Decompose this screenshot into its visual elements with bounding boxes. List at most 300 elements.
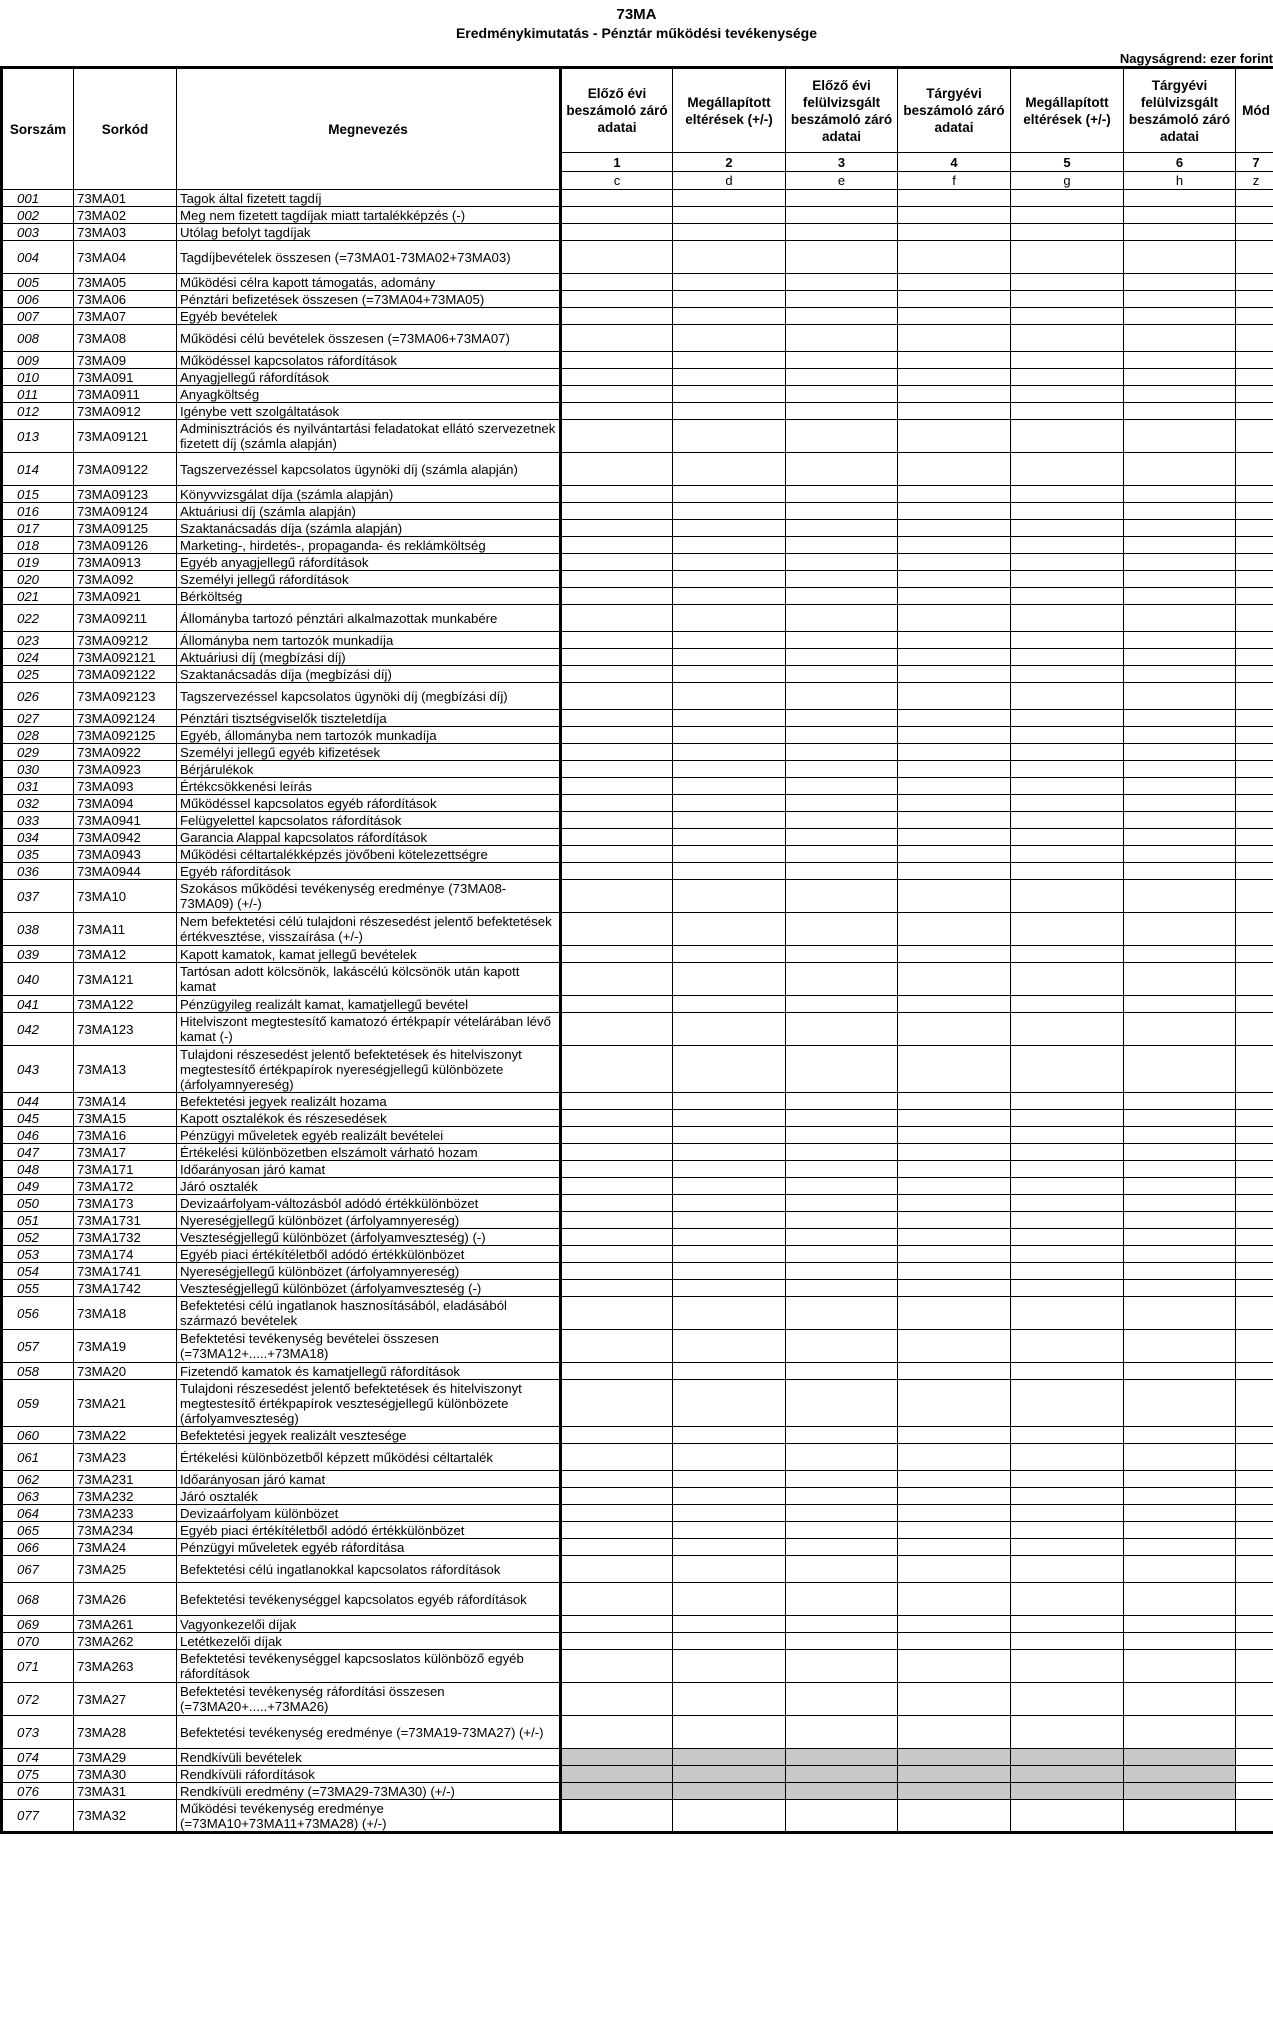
value-cell-6[interactable] [1124, 863, 1236, 880]
mode-cell[interactable] [1236, 1280, 1273, 1297]
value-cell-5[interactable] [1011, 1263, 1124, 1280]
mode-cell[interactable] [1236, 453, 1273, 486]
value-cell-2[interactable] [673, 308, 786, 325]
value-cell-4[interactable] [898, 1195, 1011, 1212]
value-cell-4[interactable] [898, 1297, 1011, 1330]
value-cell-3[interactable] [786, 1539, 898, 1556]
value-cell-5[interactable] [1011, 1800, 1124, 1833]
value-cell-1[interactable] [561, 1330, 673, 1363]
mode-cell[interactable] [1236, 1246, 1273, 1263]
value-cell-3[interactable] [786, 520, 898, 537]
value-cell-2[interactable] [673, 863, 786, 880]
value-cell-4[interactable] [898, 1783, 1011, 1800]
value-cell-1[interactable] [561, 946, 673, 963]
value-cell-1[interactable] [561, 1783, 673, 1800]
value-cell-3[interactable] [786, 996, 898, 1013]
value-cell-5[interactable] [1011, 325, 1124, 352]
value-cell-5[interactable] [1011, 571, 1124, 588]
mode-cell[interactable] [1236, 486, 1273, 503]
value-cell-5[interactable] [1011, 1444, 1124, 1471]
value-cell-3[interactable] [786, 1505, 898, 1522]
value-cell-6[interactable] [1124, 1212, 1236, 1229]
value-cell-2[interactable] [673, 369, 786, 386]
value-cell-1[interactable] [561, 1522, 673, 1539]
value-cell-3[interactable] [786, 207, 898, 224]
value-cell-5[interactable] [1011, 632, 1124, 649]
value-cell-2[interactable] [673, 812, 786, 829]
value-cell-4[interactable] [898, 207, 1011, 224]
value-cell-2[interactable] [673, 1046, 786, 1093]
value-cell-6[interactable] [1124, 1539, 1236, 1556]
value-cell-2[interactable] [673, 1380, 786, 1427]
value-cell-3[interactable] [786, 352, 898, 369]
value-cell-4[interactable] [898, 996, 1011, 1013]
value-cell-3[interactable] [786, 946, 898, 963]
value-cell-2[interactable] [673, 1229, 786, 1246]
mode-cell[interactable] [1236, 761, 1273, 778]
value-cell-6[interactable] [1124, 1263, 1236, 1280]
value-cell-5[interactable] [1011, 588, 1124, 605]
value-cell-4[interactable] [898, 913, 1011, 946]
value-cell-3[interactable] [786, 1212, 898, 1229]
value-cell-3[interactable] [786, 666, 898, 683]
mode-cell[interactable] [1236, 863, 1273, 880]
value-cell-6[interactable] [1124, 649, 1236, 666]
value-cell-1[interactable] [561, 274, 673, 291]
value-cell-1[interactable] [561, 683, 673, 710]
value-cell-4[interactable] [898, 605, 1011, 632]
value-cell-3[interactable] [786, 537, 898, 554]
value-cell-4[interactable] [898, 1522, 1011, 1539]
value-cell-1[interactable] [561, 1297, 673, 1330]
value-cell-3[interactable] [786, 224, 898, 241]
value-cell-1[interactable] [561, 1556, 673, 1583]
value-cell-2[interactable] [673, 744, 786, 761]
value-cell-6[interactable] [1124, 1800, 1236, 1833]
value-cell-6[interactable] [1124, 1556, 1236, 1583]
value-cell-3[interactable] [786, 241, 898, 274]
value-cell-5[interactable] [1011, 1522, 1124, 1539]
value-cell-1[interactable] [561, 1046, 673, 1093]
value-cell-5[interactable] [1011, 207, 1124, 224]
mode-cell[interactable] [1236, 1212, 1273, 1229]
value-cell-3[interactable] [786, 1522, 898, 1539]
value-cell-6[interactable] [1124, 632, 1236, 649]
value-cell-2[interactable] [673, 996, 786, 1013]
mode-cell[interactable] [1236, 963, 1273, 996]
value-cell-6[interactable] [1124, 1650, 1236, 1683]
value-cell-4[interactable] [898, 1471, 1011, 1488]
mode-cell[interactable] [1236, 386, 1273, 403]
value-cell-5[interactable] [1011, 1178, 1124, 1195]
value-cell-2[interactable] [673, 588, 786, 605]
mode-cell[interactable] [1236, 795, 1273, 812]
value-cell-4[interactable] [898, 946, 1011, 963]
value-cell-5[interactable] [1011, 1716, 1124, 1749]
mode-cell[interactable] [1236, 666, 1273, 683]
value-cell-6[interactable] [1124, 1013, 1236, 1046]
value-cell-6[interactable] [1124, 224, 1236, 241]
value-cell-1[interactable] [561, 1263, 673, 1280]
mode-cell[interactable] [1236, 274, 1273, 291]
value-cell-1[interactable] [561, 1013, 673, 1046]
value-cell-4[interactable] [898, 727, 1011, 744]
value-cell-6[interactable] [1124, 1330, 1236, 1363]
value-cell-1[interactable] [561, 571, 673, 588]
value-cell-6[interactable] [1124, 403, 1236, 420]
value-cell-6[interactable] [1124, 727, 1236, 744]
value-cell-1[interactable] [561, 1110, 673, 1127]
value-cell-3[interactable] [786, 863, 898, 880]
value-cell-3[interactable] [786, 1110, 898, 1127]
value-cell-1[interactable] [561, 913, 673, 946]
value-cell-6[interactable] [1124, 453, 1236, 486]
value-cell-4[interactable] [898, 520, 1011, 537]
value-cell-3[interactable] [786, 588, 898, 605]
mode-cell[interactable] [1236, 1144, 1273, 1161]
value-cell-1[interactable] [561, 1246, 673, 1263]
value-cell-2[interactable] [673, 946, 786, 963]
value-cell-3[interactable] [786, 605, 898, 632]
value-cell-2[interactable] [673, 224, 786, 241]
value-cell-6[interactable] [1124, 795, 1236, 812]
mode-cell[interactable] [1236, 1229, 1273, 1246]
value-cell-3[interactable] [786, 1178, 898, 1195]
mode-cell[interactable] [1236, 1616, 1273, 1633]
value-cell-5[interactable] [1011, 403, 1124, 420]
value-cell-1[interactable] [561, 1488, 673, 1505]
value-cell-6[interactable] [1124, 1246, 1236, 1263]
value-cell-6[interactable] [1124, 812, 1236, 829]
value-cell-3[interactable] [786, 649, 898, 666]
value-cell-3[interactable] [786, 1363, 898, 1380]
value-cell-5[interactable] [1011, 1471, 1124, 1488]
value-cell-5[interactable] [1011, 1144, 1124, 1161]
value-cell-1[interactable] [561, 1363, 673, 1380]
value-cell-1[interactable] [561, 420, 673, 453]
value-cell-3[interactable] [786, 710, 898, 727]
value-cell-3[interactable] [786, 1783, 898, 1800]
value-cell-1[interactable] [561, 1616, 673, 1633]
mode-cell[interactable] [1236, 880, 1273, 913]
value-cell-2[interactable] [673, 537, 786, 554]
value-cell-3[interactable] [786, 1127, 898, 1144]
value-cell-5[interactable] [1011, 369, 1124, 386]
value-cell-2[interactable] [673, 1161, 786, 1178]
mode-cell[interactable] [1236, 1783, 1273, 1800]
value-cell-2[interactable] [673, 1444, 786, 1471]
mode-cell[interactable] [1236, 588, 1273, 605]
value-cell-4[interactable] [898, 190, 1011, 207]
value-cell-6[interactable] [1124, 308, 1236, 325]
value-cell-1[interactable] [561, 1195, 673, 1212]
value-cell-5[interactable] [1011, 274, 1124, 291]
value-cell-3[interactable] [786, 1013, 898, 1046]
value-cell-4[interactable] [898, 537, 1011, 554]
value-cell-1[interactable] [561, 403, 673, 420]
value-cell-4[interactable] [898, 1246, 1011, 1263]
value-cell-5[interactable] [1011, 1783, 1124, 1800]
value-cell-1[interactable] [561, 632, 673, 649]
value-cell-4[interactable] [898, 1229, 1011, 1246]
value-cell-4[interactable] [898, 1505, 1011, 1522]
value-cell-4[interactable] [898, 503, 1011, 520]
value-cell-5[interactable] [1011, 386, 1124, 403]
value-cell-5[interactable] [1011, 1505, 1124, 1522]
value-cell-4[interactable] [898, 963, 1011, 996]
value-cell-5[interactable] [1011, 846, 1124, 863]
mode-cell[interactable] [1236, 1263, 1273, 1280]
value-cell-4[interactable] [898, 632, 1011, 649]
mode-cell[interactable] [1236, 554, 1273, 571]
value-cell-1[interactable] [561, 727, 673, 744]
value-cell-1[interactable] [561, 1800, 673, 1833]
mode-cell[interactable] [1236, 778, 1273, 795]
value-cell-4[interactable] [898, 778, 1011, 795]
value-cell-6[interactable] [1124, 1766, 1236, 1783]
value-cell-1[interactable] [561, 649, 673, 666]
mode-cell[interactable] [1236, 520, 1273, 537]
value-cell-2[interactable] [673, 1583, 786, 1616]
value-cell-5[interactable] [1011, 880, 1124, 913]
value-cell-3[interactable] [786, 1380, 898, 1427]
value-cell-4[interactable] [898, 795, 1011, 812]
mode-cell[interactable] [1236, 571, 1273, 588]
value-cell-2[interactable] [673, 1783, 786, 1800]
value-cell-1[interactable] [561, 1161, 673, 1178]
value-cell-5[interactable] [1011, 1110, 1124, 1127]
value-cell-6[interactable] [1124, 325, 1236, 352]
value-cell-1[interactable] [561, 291, 673, 308]
value-cell-6[interactable] [1124, 963, 1236, 996]
value-cell-6[interactable] [1124, 1583, 1236, 1616]
value-cell-1[interactable] [561, 1766, 673, 1783]
value-cell-3[interactable] [786, 1046, 898, 1093]
value-cell-2[interactable] [673, 710, 786, 727]
value-cell-2[interactable] [673, 1297, 786, 1330]
value-cell-6[interactable] [1124, 503, 1236, 520]
value-cell-6[interactable] [1124, 420, 1236, 453]
value-cell-2[interactable] [673, 241, 786, 274]
value-cell-1[interactable] [561, 1280, 673, 1297]
value-cell-2[interactable] [673, 325, 786, 352]
value-cell-5[interactable] [1011, 1229, 1124, 1246]
value-cell-3[interactable] [786, 913, 898, 946]
value-cell-2[interactable] [673, 520, 786, 537]
value-cell-4[interactable] [898, 1800, 1011, 1833]
value-cell-2[interactable] [673, 1683, 786, 1716]
value-cell-5[interactable] [1011, 1127, 1124, 1144]
value-cell-4[interactable] [898, 420, 1011, 453]
value-cell-2[interactable] [673, 486, 786, 503]
mode-cell[interactable] [1236, 1444, 1273, 1471]
value-cell-3[interactable] [786, 880, 898, 913]
value-cell-4[interactable] [898, 666, 1011, 683]
value-cell-3[interactable] [786, 632, 898, 649]
value-cell-4[interactable] [898, 829, 1011, 846]
value-cell-5[interactable] [1011, 829, 1124, 846]
value-cell-2[interactable] [673, 1539, 786, 1556]
value-cell-2[interactable] [673, 453, 786, 486]
value-cell-3[interactable] [786, 325, 898, 352]
mode-cell[interactable] [1236, 1046, 1273, 1093]
value-cell-2[interactable] [673, 1280, 786, 1297]
value-cell-2[interactable] [673, 1522, 786, 1539]
value-cell-3[interactable] [786, 571, 898, 588]
value-cell-4[interactable] [898, 1556, 1011, 1583]
value-cell-5[interactable] [1011, 683, 1124, 710]
value-cell-6[interactable] [1124, 1716, 1236, 1749]
value-cell-1[interactable] [561, 795, 673, 812]
value-cell-6[interactable] [1124, 829, 1236, 846]
value-cell-2[interactable] [673, 403, 786, 420]
value-cell-2[interactable] [673, 795, 786, 812]
value-cell-6[interactable] [1124, 1161, 1236, 1178]
value-cell-4[interactable] [898, 386, 1011, 403]
value-cell-3[interactable] [786, 1556, 898, 1583]
value-cell-4[interactable] [898, 224, 1011, 241]
value-cell-5[interactable] [1011, 1093, 1124, 1110]
value-cell-2[interactable] [673, 829, 786, 846]
value-cell-2[interactable] [673, 683, 786, 710]
value-cell-1[interactable] [561, 1127, 673, 1144]
mode-cell[interactable] [1236, 649, 1273, 666]
value-cell-4[interactable] [898, 571, 1011, 588]
value-cell-1[interactable] [561, 1716, 673, 1749]
value-cell-1[interactable] [561, 520, 673, 537]
mode-cell[interactable] [1236, 605, 1273, 632]
value-cell-1[interactable] [561, 308, 673, 325]
value-cell-1[interactable] [561, 352, 673, 369]
mode-cell[interactable] [1236, 1556, 1273, 1583]
value-cell-3[interactable] [786, 778, 898, 795]
value-cell-5[interactable] [1011, 863, 1124, 880]
value-cell-5[interactable] [1011, 308, 1124, 325]
value-cell-6[interactable] [1124, 744, 1236, 761]
value-cell-5[interactable] [1011, 1583, 1124, 1616]
mode-cell[interactable] [1236, 1297, 1273, 1330]
value-cell-5[interactable] [1011, 795, 1124, 812]
value-cell-3[interactable] [786, 190, 898, 207]
value-cell-3[interactable] [786, 1263, 898, 1280]
value-cell-4[interactable] [898, 1427, 1011, 1444]
value-cell-2[interactable] [673, 1330, 786, 1363]
value-cell-5[interactable] [1011, 963, 1124, 996]
mode-cell[interactable] [1236, 946, 1273, 963]
mode-cell[interactable] [1236, 1800, 1273, 1833]
value-cell-1[interactable] [561, 605, 673, 632]
value-cell-2[interactable] [673, 1195, 786, 1212]
value-cell-5[interactable] [1011, 727, 1124, 744]
value-cell-5[interactable] [1011, 1195, 1124, 1212]
value-cell-6[interactable] [1124, 1616, 1236, 1633]
value-cell-1[interactable] [561, 1471, 673, 1488]
value-cell-2[interactable] [673, 352, 786, 369]
value-cell-2[interactable] [673, 666, 786, 683]
value-cell-6[interactable] [1124, 588, 1236, 605]
value-cell-4[interactable] [898, 1633, 1011, 1650]
value-cell-5[interactable] [1011, 761, 1124, 778]
mode-cell[interactable] [1236, 420, 1273, 453]
value-cell-3[interactable] [786, 503, 898, 520]
value-cell-5[interactable] [1011, 946, 1124, 963]
value-cell-3[interactable] [786, 369, 898, 386]
mode-cell[interactable] [1236, 1178, 1273, 1195]
value-cell-6[interactable] [1124, 1783, 1236, 1800]
value-cell-5[interactable] [1011, 605, 1124, 632]
value-cell-6[interactable] [1124, 946, 1236, 963]
value-cell-2[interactable] [673, 778, 786, 795]
value-cell-5[interactable] [1011, 1380, 1124, 1427]
mode-cell[interactable] [1236, 1683, 1273, 1716]
value-cell-1[interactable] [561, 666, 673, 683]
value-cell-6[interactable] [1124, 520, 1236, 537]
value-cell-1[interactable] [561, 1505, 673, 1522]
value-cell-2[interactable] [673, 571, 786, 588]
value-cell-6[interactable] [1124, 352, 1236, 369]
value-cell-4[interactable] [898, 352, 1011, 369]
value-cell-5[interactable] [1011, 1650, 1124, 1683]
value-cell-3[interactable] [786, 1471, 898, 1488]
value-cell-2[interactable] [673, 963, 786, 996]
value-cell-4[interactable] [898, 241, 1011, 274]
value-cell-5[interactable] [1011, 291, 1124, 308]
mode-cell[interactable] [1236, 1427, 1273, 1444]
mode-cell[interactable] [1236, 325, 1273, 352]
value-cell-1[interactable] [561, 744, 673, 761]
value-cell-4[interactable] [898, 846, 1011, 863]
value-cell-3[interactable] [786, 812, 898, 829]
value-cell-6[interactable] [1124, 554, 1236, 571]
value-cell-2[interactable] [673, 1766, 786, 1783]
value-cell-1[interactable] [561, 1749, 673, 1766]
value-cell-3[interactable] [786, 744, 898, 761]
value-cell-6[interactable] [1124, 571, 1236, 588]
mode-cell[interactable] [1236, 308, 1273, 325]
value-cell-1[interactable] [561, 386, 673, 403]
value-cell-3[interactable] [786, 291, 898, 308]
mode-cell[interactable] [1236, 1380, 1273, 1427]
value-cell-5[interactable] [1011, 537, 1124, 554]
mode-cell[interactable] [1236, 1127, 1273, 1144]
value-cell-4[interactable] [898, 1144, 1011, 1161]
value-cell-1[interactable] [561, 812, 673, 829]
value-cell-3[interactable] [786, 1229, 898, 1246]
value-cell-2[interactable] [673, 1505, 786, 1522]
value-cell-5[interactable] [1011, 1766, 1124, 1783]
value-cell-2[interactable] [673, 207, 786, 224]
mode-cell[interactable] [1236, 1110, 1273, 1127]
value-cell-4[interactable] [898, 486, 1011, 503]
value-cell-2[interactable] [673, 1749, 786, 1766]
value-cell-5[interactable] [1011, 1297, 1124, 1330]
value-cell-6[interactable] [1124, 1046, 1236, 1093]
value-cell-1[interactable] [561, 1178, 673, 1195]
value-cell-4[interactable] [898, 1444, 1011, 1471]
mode-cell[interactable] [1236, 503, 1273, 520]
value-cell-6[interactable] [1124, 1380, 1236, 1427]
value-cell-3[interactable] [786, 420, 898, 453]
value-cell-4[interactable] [898, 1110, 1011, 1127]
value-cell-4[interactable] [898, 1683, 1011, 1716]
value-cell-5[interactable] [1011, 190, 1124, 207]
value-cell-6[interactable] [1124, 880, 1236, 913]
value-cell-2[interactable] [673, 1800, 786, 1833]
value-cell-1[interactable] [561, 1539, 673, 1556]
value-cell-4[interactable] [898, 761, 1011, 778]
value-cell-5[interactable] [1011, 710, 1124, 727]
mode-cell[interactable] [1236, 996, 1273, 1013]
